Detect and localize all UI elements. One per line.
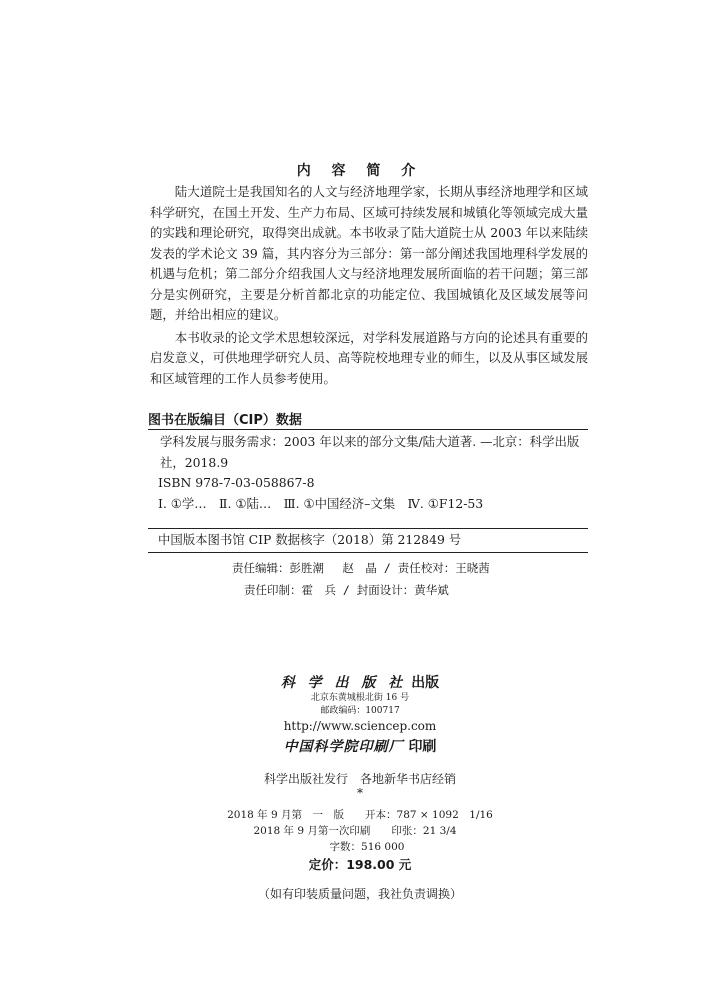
publisher-name: 科 学 出 版 社 bbox=[280, 675, 407, 691]
publisher-suffix: 出版 bbox=[411, 675, 440, 691]
edition-line: 2018 年 9 月第 一 版 开本：787 × 1092 1/16 bbox=[227, 809, 493, 821]
summary-title: 内 容 简 介 bbox=[296, 163, 424, 179]
cip-title-line: 学科发展与服务需求：2003 年以来的部分文集/陆大道著. —北京：科学出版社，2018.9 bbox=[160, 434, 580, 470]
summary-paragraph-1: 陆大道院士是我国知名的人文与经济地理学家，长期从事经济地理学和区域科学研究，在国土开发、生产力布局、区域可持续发展和城镇化等领域完成大量的实践和理论研究，取得突出成就。本书收录了陆大道院士从 2003 年以来陆续发表的学术论文 39 篇，其内容分为三部分：第一部分阐述我国地理科学发展的机遇与危机；第二部分介绍我国人文与经济地理发展所面临的若干问题；第三部分是实例研究，主要是分析首都北京的功能定位、我国城镇化及区域发展等问题，并给出相应的建议。 bbox=[150, 184, 588, 322]
cip-mid-rule bbox=[148, 528, 588, 529]
cip-verification: 中国版本图书馆 CIP 数据核字（2018）第 212849 号 bbox=[158, 532, 462, 547]
publisher-url: http://www.sciencep.com bbox=[283, 719, 437, 733]
price: 定价：198.00 元 bbox=[308, 857, 412, 872]
edition-details bbox=[0, 807, 720, 855]
credits-block bbox=[0, 557, 720, 601]
separator-star: * bbox=[357, 786, 363, 800]
printer-suffix: 印刷 bbox=[408, 739, 437, 755]
printer-name: 中国科学院印刷厂 bbox=[283, 739, 404, 755]
quality-notice: （如有印装质量问题，我社负责调换） bbox=[257, 887, 462, 901]
publication-block bbox=[0, 672, 720, 902]
publisher-postcode: 邮政编码：100717 bbox=[320, 706, 400, 716]
distribution-line: 科学出版社发行 各地新华书店经销 bbox=[263, 772, 456, 786]
cip-data-block bbox=[148, 432, 588, 514]
cip-top-rule bbox=[148, 429, 588, 430]
credits-print-design: 责任印制：霍 兵 / 封面设计：黄华斌 bbox=[244, 583, 449, 597]
cip-bottom-rule bbox=[148, 552, 588, 553]
cip-heading: 图书在版编目（CIP）数据 bbox=[148, 413, 302, 428]
summary-paragraph-2: 本书收录的论文学术思想较深远，对学科发展道路与方向的论述具有重要的启发意义，可供地理学研究人员、高等院校地理专业的师生，以及从事区域发展和区域管理的工作人员参考使用。 bbox=[150, 329, 588, 386]
credits-editors: 责任编辑：彭胜潮 赵 晶 / 责任校对：王晓茜 bbox=[232, 561, 490, 575]
printer-line bbox=[0, 736, 720, 756]
cip-isbn: ISBN 978-7-03-058867-8 bbox=[158, 475, 315, 490]
cip-classification: Ⅰ. ①学… Ⅱ. ①陆… Ⅲ. ①中国经济–文集 Ⅳ. ①F12-53 bbox=[158, 495, 484, 511]
printing-line: 2018 年 9 月第一次印刷 印张：21 3/4 bbox=[253, 825, 457, 837]
word-count: 字数：516 000 bbox=[329, 841, 405, 853]
summary-body bbox=[150, 182, 588, 389]
publisher-address: 北京东黄城根北街 16 号 bbox=[310, 693, 410, 703]
publisher-line bbox=[0, 672, 720, 692]
